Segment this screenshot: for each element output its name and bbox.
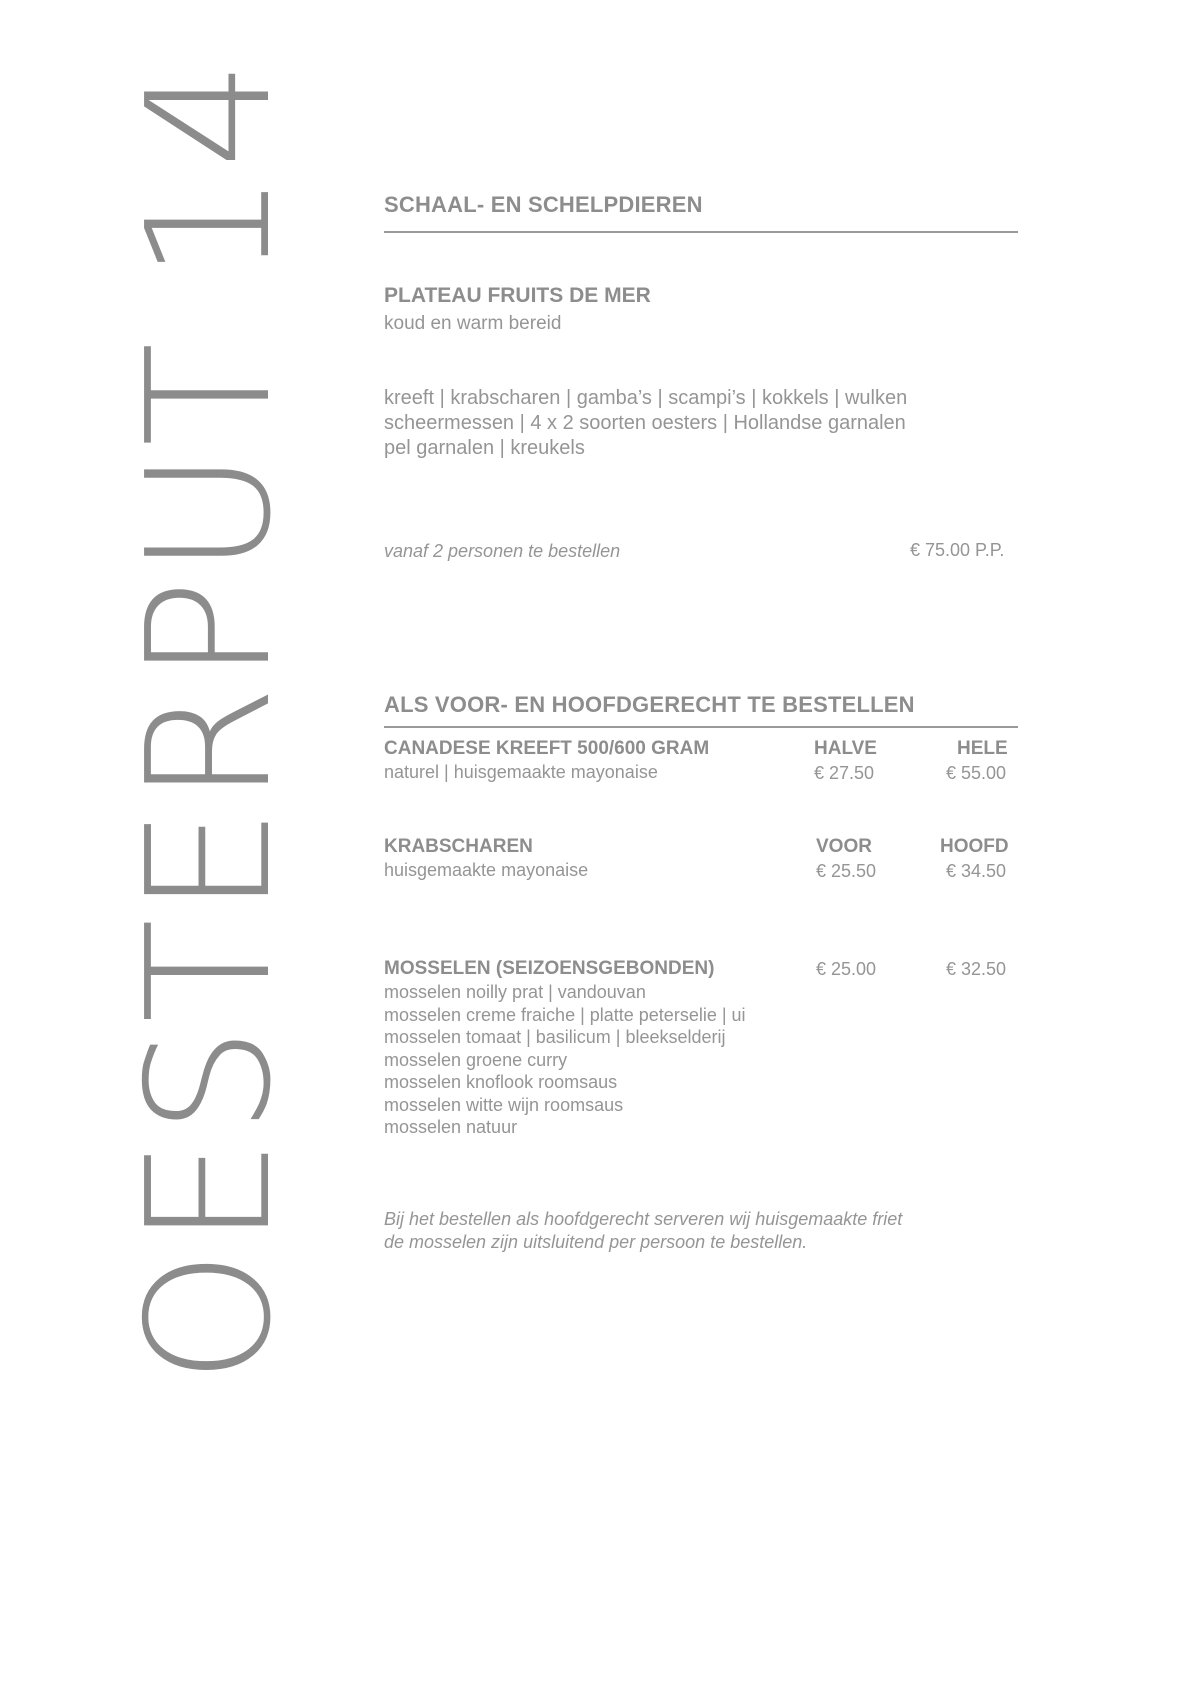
footnote-line: de mosselen zijn uitsluitend per persoon te bestellen. (384, 1232, 808, 1252)
plateau-contents (384, 386, 907, 461)
mosselen-line: mosselen natuur (384, 1117, 518, 1137)
mosselen-varieties (384, 981, 746, 1139)
section-title-schaaldieren: SCHAAL- EN SCHELPDIEREN (384, 192, 703, 217)
plateau-price: € 75.00 P.P. (910, 540, 1005, 560)
price-krab-hoofd: € 34.50 (946, 861, 1007, 881)
item-subtitle-krabscharen: huisgemaakte mayonaise (384, 860, 589, 880)
section-divider (384, 726, 1018, 728)
mosselen-line: mosselen knoflook roomsaus (384, 1072, 618, 1092)
section-title-voor-hoofd: ALS VOOR- EN HOOFDGERECHT TE BESTELLEN (384, 692, 915, 717)
mosselen-line: mosselen groene curry (384, 1049, 568, 1070)
item-subtitle-kreeft: naturel | huisgemaakte mayonaise (384, 762, 658, 782)
footnote (384, 1208, 902, 1254)
mosselen-line: mosselen tomaat | basilicum | bleekselderij (384, 1027, 726, 1047)
col-head-hoofd: HOOFD (940, 836, 1009, 857)
plateau-line: kreeft | krabscharen | gamba’s | scampi’s | kokkels | wulken (384, 387, 908, 409)
col-head-halve: HALVE (814, 738, 877, 759)
plateau-note: vanaf 2 personen te bestellen (384, 541, 621, 561)
section-divider (384, 231, 1018, 233)
item-title-kreeft: CANADESE KREEFT 500/600 GRAM (384, 738, 710, 759)
brand-name: OESTERPUT 14 (111, 56, 309, 1384)
mosselen-line: mosselen creme fraiche | platte peterselie | ui (384, 1004, 746, 1025)
item-title-mosselen: MOSSELEN (SEIZOENSGEBONDEN) (384, 958, 715, 979)
plateau-line: pel garnalen | kreukels (384, 437, 585, 459)
price-mosselen-hoofd: € 32.50 (946, 959, 1007, 979)
price-krab-voor: € 25.50 (816, 861, 877, 881)
col-head-hele: HELE (957, 738, 1008, 759)
price-kreeft-hele: € 55.00 (946, 763, 1007, 783)
plateau-line: scheermessen | 4 x 2 soorten oesters | Hollandse garnalen (384, 412, 906, 434)
footnote-line: Bij het bestellen als hoofdgerecht serveren wij huisgemaakte friet (384, 1209, 903, 1229)
price-mosselen-voor: € 25.00 (816, 959, 877, 979)
price-kreeft-halve: € 27.50 (814, 763, 875, 783)
col-head-voor: VOOR (816, 836, 872, 857)
item-title-plateau: PLATEAU FRUITS DE MER (384, 284, 651, 307)
item-subtitle-plateau: koud en warm bereid (384, 313, 562, 334)
item-title-krabscharen: KRABSCHAREN (384, 836, 533, 857)
mosselen-line: mosselen witte wijn roomsaus (384, 1094, 624, 1115)
mosselen-line: mosselen noilly prat | vandouvan (384, 982, 646, 1002)
